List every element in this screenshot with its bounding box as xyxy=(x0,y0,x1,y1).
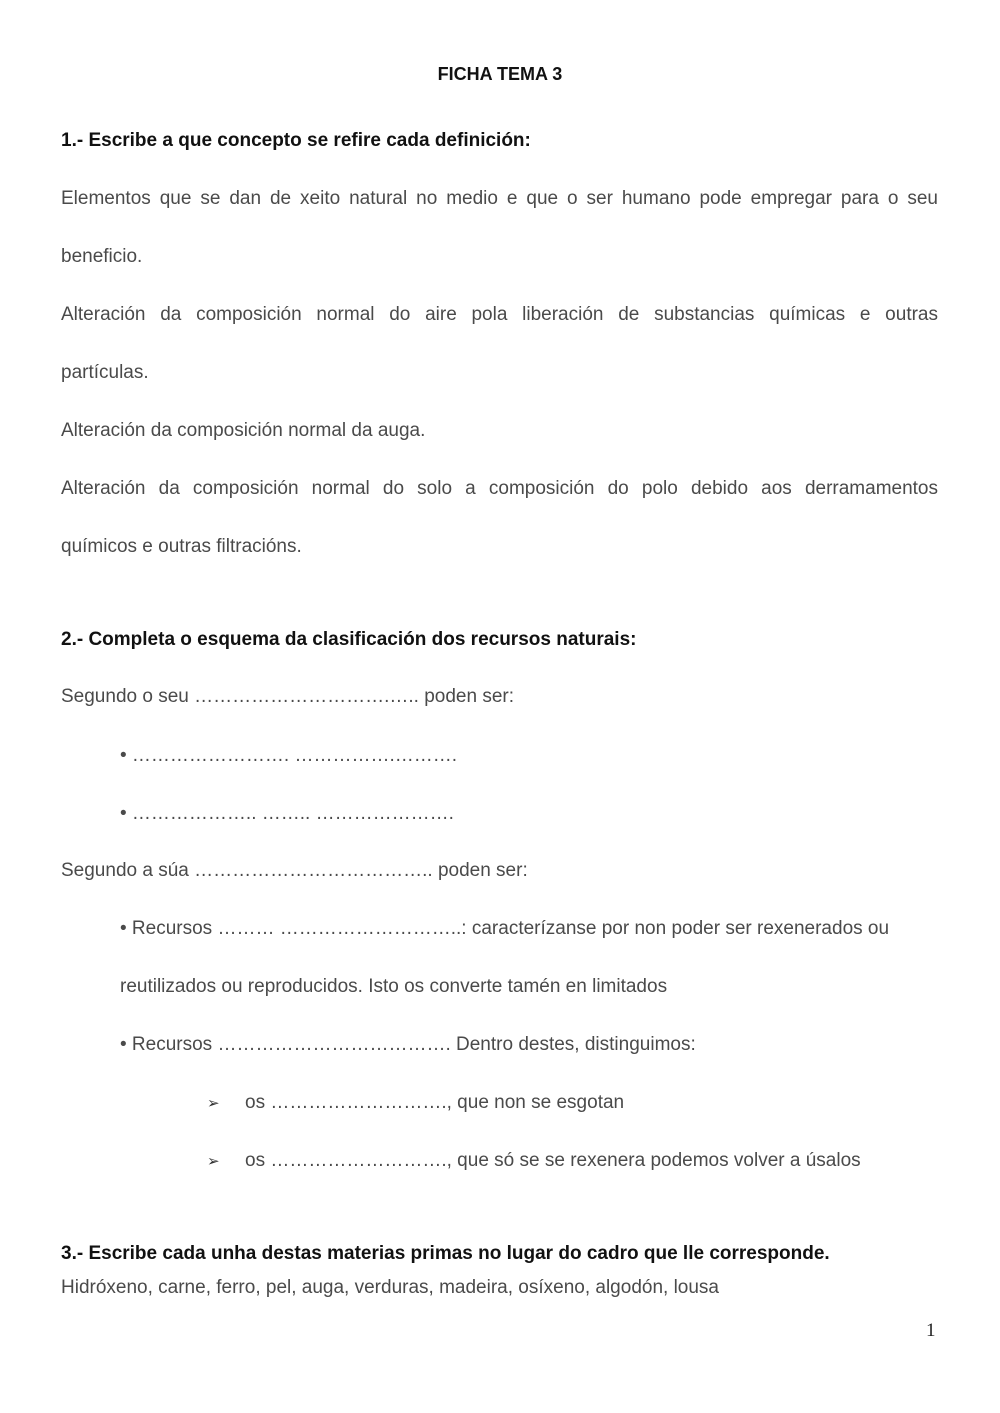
definition-line-2: beneficio. xyxy=(61,246,143,267)
section2-heading: 2.- Completa o esquema da clasificación dos recursos naturais: xyxy=(61,629,637,650)
raw-materials-list: Hidróxeno, carne, ferro, pel, auga, verduras, madeira, osíxeno, algodón, lousa xyxy=(61,1277,719,1298)
section1-heading: 1.- Escribe a que concepto se refire cada definición: xyxy=(61,130,531,151)
scheme-sub-item-2: os ………………………., que só se se rexenera podemos volver a úsalos xyxy=(245,1150,861,1171)
scheme-line-segundo-sua: Segundo a súa ……………………………….. poden ser: xyxy=(61,860,528,881)
definition-line-7: químicos e outras filtracións. xyxy=(61,536,302,557)
scheme-bullet-3: • Recursos ……… ………………………..: caracterízanse por non poder ser rexenerados ou xyxy=(120,918,890,939)
definition-line-6: Alteración da composición normal do solo a composición do polo debido aos derramamentos xyxy=(61,478,938,499)
definition-line-4: partículas. xyxy=(61,362,149,383)
scheme-bullet-1: • ……………………. …………….………. xyxy=(120,745,458,766)
page-number: 1 xyxy=(926,1320,936,1341)
page-title: FICHA TEMA 3 xyxy=(437,64,563,84)
scheme-bullet-2: • ……………….. …….. …………………. xyxy=(120,803,454,824)
scheme-line-segundo-seu: Segundo o seu ………………………….….. poden ser: xyxy=(61,686,515,707)
definition-line-3: Alteración da composición normal do aire pola liberación de substancias químicas e outras xyxy=(61,304,938,325)
definition-line-1: Elementos que se dan de xeito natural no medio e que o ser humano pode empregar para o seu xyxy=(61,188,938,209)
definition-line-5: Alteración da composición normal da auga. xyxy=(61,420,426,441)
arrow-bullet-icon: ➢ xyxy=(207,1153,220,1170)
scheme-bullet-3-continuation: reutilizados ou reproducidos. Isto os converte tamén en limitados xyxy=(120,976,668,997)
scheme-bullet-4: • Recursos ………………………………. Dentro destes, distinguimos: xyxy=(120,1034,696,1055)
arrow-bullet-icon: ➢ xyxy=(207,1095,220,1112)
scheme-sub-item-1: os ………………………., que non se esgotan xyxy=(245,1092,625,1113)
section3-heading: 3.- Escribe cada unha destas materias primas no lugar do cadro que lle corresponde. xyxy=(61,1243,830,1264)
